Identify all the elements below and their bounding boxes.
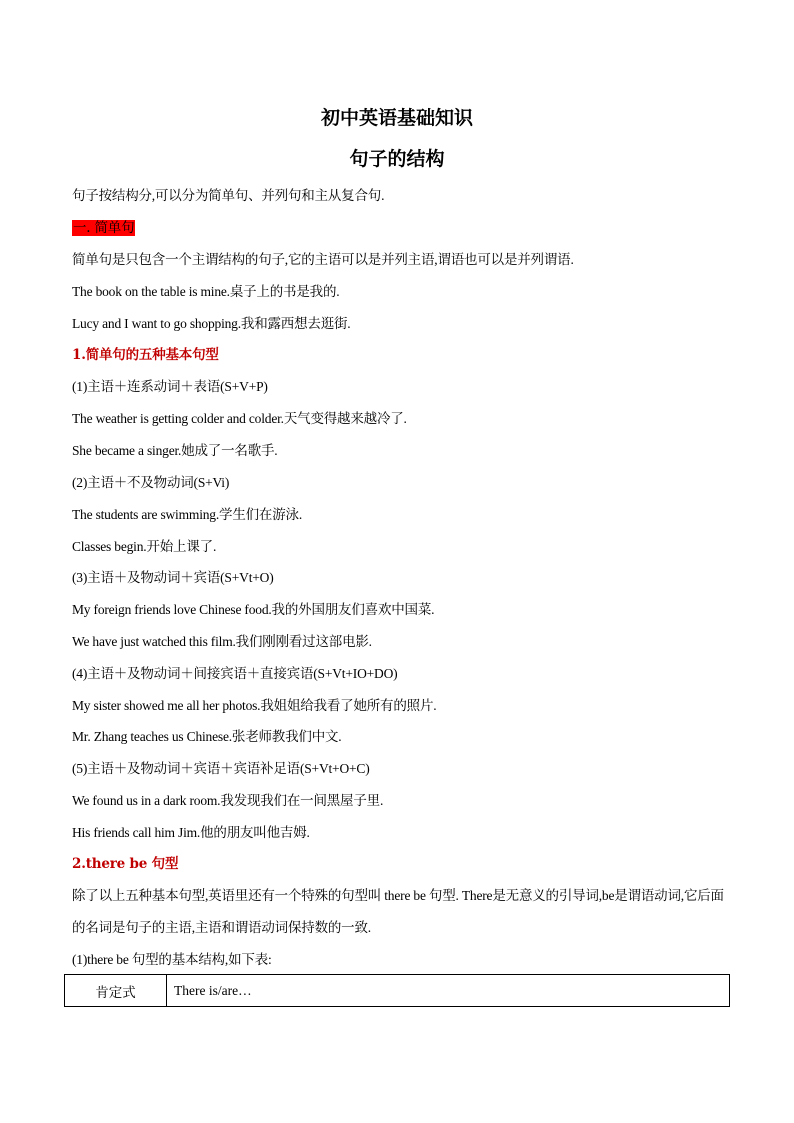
example-line: His friends call him Jim.他的朋友叫他吉姆. [72, 825, 310, 840]
example-line: Classes begin.开始上课了. [72, 539, 217, 554]
pattern-line: (2)主语＋不及物动词(S+Vi) [72, 475, 230, 490]
intro-text: 句子按结构分,可以分为简单句、并列句和主从复合句. [72, 188, 385, 203]
table-cell-value: There is/are… [167, 975, 730, 1007]
table-cell-label: 肯定式 [65, 975, 167, 1007]
pattern-line: (4)主语＋及物动词＋间接宾语＋直接宾语(S+Vt+IO+DO) [72, 666, 398, 681]
example-line: We found us in a dark room.我发现我们在一间黑屋子里. [72, 793, 384, 808]
pattern-line: (1)主语＋连系动词＋表语(S+V+P) [72, 379, 268, 394]
section1-desc: 简单句是只包含一个主谓结构的句子,它的主语可以是并列主语,谓语也可以是并列谓语. [72, 252, 574, 267]
sub2-desc: 除了以上五种基本句型,英语里还有一个特殊的句型叫 there be 句型. There是无意义的引导词,be是谓语动词,它后面的名词是句子的主语,主语和谓语动词保持数的一致. [72, 888, 724, 935]
example-line: Mr. Zhang teaches us Chinese.张老师教我们中文. [72, 729, 342, 744]
doc-title: 初中英语基础知识 [320, 107, 473, 129]
section1-heading-row [72, 219, 135, 237]
example-line: My sister showed me all her photos.我姐姐给我看了她所有的照片. [72, 698, 437, 713]
sub2-point1: (1)there be 句型的基本结构,如下表: [72, 952, 272, 967]
example-line: Lucy and I want to go shopping.我和露西想去逛街. [72, 316, 351, 331]
there-be-table [64, 974, 730, 1007]
pattern-line: (5)主语＋及物动词＋宾语＋宾语补足语(S+Vt+O+C) [72, 761, 370, 776]
sub1-heading: 1.简单句的五种基本句型 [72, 347, 219, 363]
example-line: The weather is getting colder and colder.天气变得越来越冷了. [72, 411, 407, 426]
section1-heading: 一. 简单句 [73, 220, 135, 236]
example-line: My foreign friends love Chinese food.我的外国朋友们喜欢中国菜. [72, 602, 435, 617]
doc-subtitle: 句子的结构 [349, 148, 445, 170]
example-line: The students are swimming.学生们在游泳. [72, 507, 302, 522]
table-row [65, 975, 730, 1007]
sub2-heading: 2.there be 句型 [72, 856, 179, 872]
example-line: We have just watched this film.我们刚刚看过这部电影. [72, 634, 372, 649]
pattern-line: (3)主语＋及物动词＋宾语(S+Vt+O) [72, 570, 274, 585]
example-line: She became a singer.她成了一名歌手. [72, 443, 278, 458]
example-line: The book on the table is mine.桌子上的书是我的. [72, 284, 340, 299]
